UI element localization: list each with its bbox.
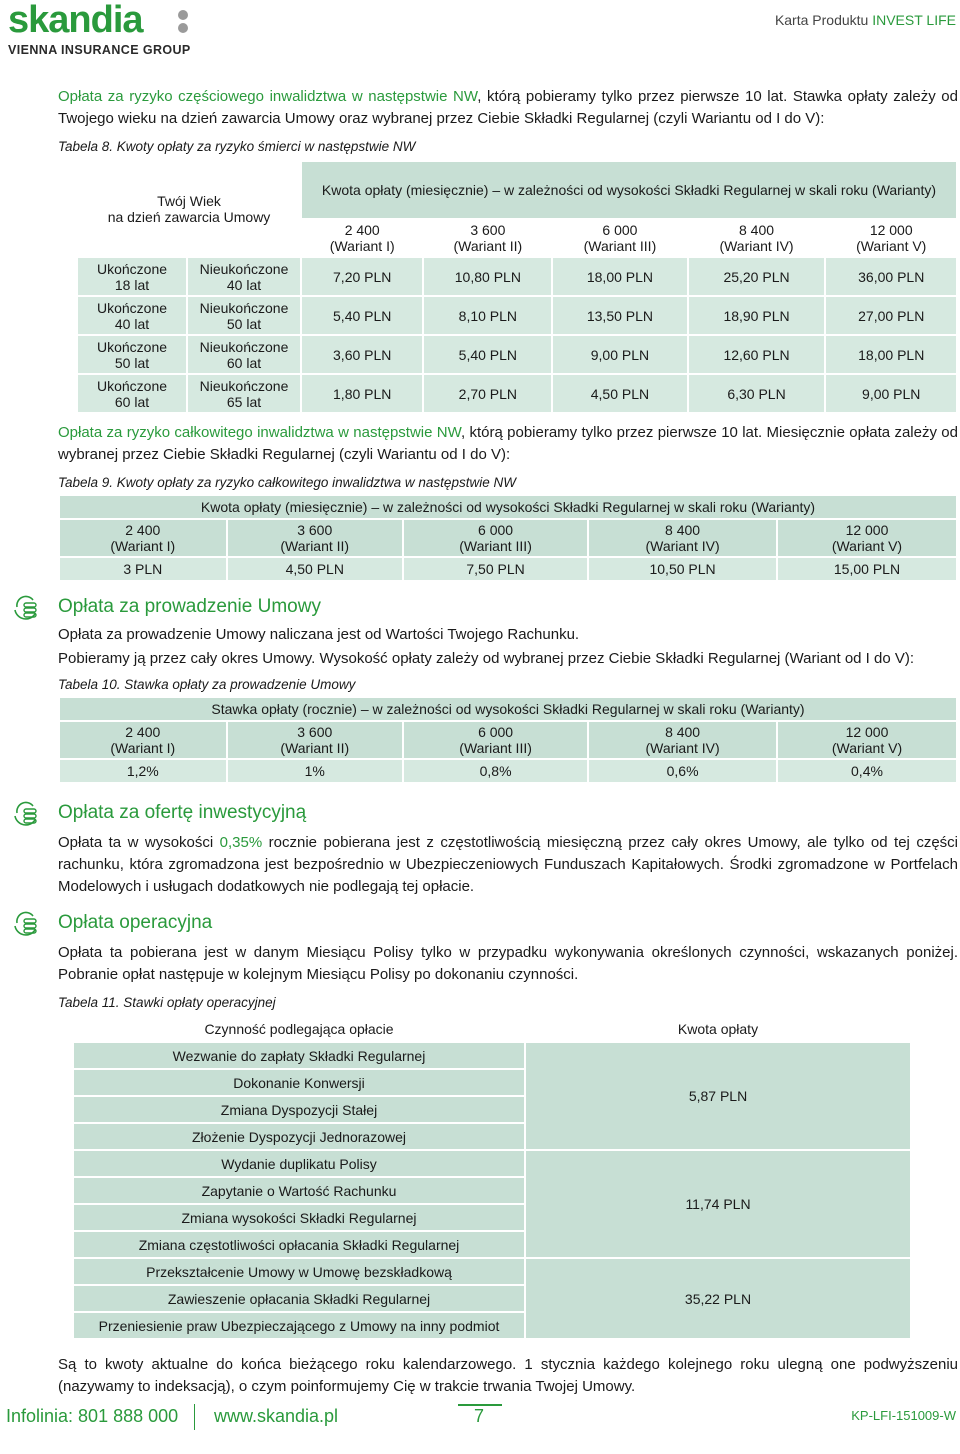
- coins-icon: [12, 910, 42, 936]
- investment-fee-title: Opłata za ofertę inwestycyjną: [58, 802, 307, 823]
- age-from: [78, 375, 186, 412]
- investment-fee-before: Opłata ta w wysokości: [58, 834, 220, 851]
- variant-header: [553, 220, 686, 256]
- page-header: [0, 0, 960, 62]
- table8-caption: Tabela 8. Kwoty opłaty za ryzyko śmierci w następstwie NW: [58, 139, 416, 154]
- action-cell: Zapytanie o Wartość Rachunku: [74, 1178, 524, 1203]
- age-to: [188, 375, 300, 412]
- action-cell: Dokonanie Konwersji: [74, 1070, 524, 1095]
- amount-header: Kwota opłaty (miesięcznie) – w zależności od wysokości Składki Regularnej w skali roku (Warianty): [302, 162, 956, 218]
- fee-cell: 18,90 PLN: [689, 297, 825, 334]
- variant-label: (Wariant IV): [719, 238, 794, 254]
- fee-cell: 8,10 PLN: [424, 297, 551, 334]
- logo-dots-icon: [176, 8, 190, 34]
- operational-fee-title: Opłata operacyjna: [58, 912, 213, 933]
- operational-fee-heading: [58, 910, 958, 936]
- age-to: [188, 297, 300, 334]
- admin-fee-p2: Pobieramy ją przez cały okres Umowy. Wysokość opłaty zależy od wybranej przez Ciebie Składki Regularnej (Wariant od I do V):: [58, 650, 915, 667]
- age-to-label: Nieukończone: [199, 377, 289, 394]
- age-to-value: 50 lat: [226, 315, 262, 332]
- admin-fee-heading: [58, 594, 958, 620]
- age-from: [78, 297, 186, 334]
- fee-cell: 18,00 PLN: [826, 336, 956, 373]
- admin-fee-p1: Opłata za prowadzenie Umowy naliczana jest od Wartości Twojego Rachunku.: [58, 626, 580, 643]
- table-row: [74, 1043, 910, 1068]
- variant-header: [589, 722, 776, 758]
- age-from: [78, 336, 186, 373]
- age-to: [188, 258, 300, 295]
- age-header-line1: Twój Wiek: [157, 193, 221, 209]
- variant-header: [826, 220, 956, 256]
- fee-cell: 3 PLN: [60, 558, 226, 580]
- variant-header: [589, 520, 776, 556]
- investment-fee-rate: 0,35%: [219, 834, 263, 851]
- fee-cell: 4,50 PLN: [228, 558, 402, 580]
- age-from-value: 40 lat: [114, 315, 150, 332]
- action-cell: Zmiana częstotliwości opłacania Składki Regularnej: [74, 1232, 524, 1257]
- variant-header: [404, 520, 587, 556]
- fee-cell: 0,8%: [404, 760, 587, 782]
- variant-label: (Wariant V): [831, 538, 903, 554]
- variant-label: (Wariant I): [110, 740, 176, 756]
- age-from-label: Ukończone: [96, 299, 168, 316]
- fee-cell: 12,60 PLN: [689, 336, 825, 373]
- fee-cell: 15,00 PLN: [778, 558, 956, 580]
- age-from-value: 50 lat: [114, 354, 150, 371]
- fee-cell: 18,00 PLN: [553, 258, 686, 295]
- fee-cell: 0,6%: [589, 760, 776, 782]
- coins-icon: [12, 594, 42, 620]
- variant-amount: 3 600: [297, 522, 333, 538]
- partial-disability-intro: [58, 86, 958, 130]
- variant-amount: 6 000: [478, 724, 514, 740]
- fee-cell: 36,00 PLN: [826, 258, 956, 295]
- fee-cell: 1,80 PLN: [302, 375, 422, 412]
- variant-amount: 3 600: [297, 724, 333, 740]
- variant-amount: 6 000: [478, 522, 514, 538]
- age-to-label: Nieukończone: [199, 260, 289, 277]
- age-to-label: Nieukończone: [199, 338, 289, 355]
- variant-label: (Wariant III): [583, 238, 657, 254]
- fee-cell: 1%: [228, 760, 402, 782]
- fee-cell: 9,00 PLN: [553, 336, 686, 373]
- age-header: [78, 162, 300, 256]
- variant-label: (Wariant II): [453, 238, 523, 254]
- variant-header: [302, 220, 422, 256]
- action-cell: Wezwanie do zapłaty Składki Regularnej: [74, 1043, 524, 1068]
- table9-caption: Tabela 9. Kwoty opłaty za ryzyko całkowitego inwalidztwa w następstwie NW: [58, 475, 516, 490]
- product-title: [775, 12, 956, 28]
- fee-cell: 2,70 PLN: [424, 375, 551, 412]
- investment-fee-after: rocznie pobierana jest z częstotliwością miesięczną przez cały okres Umowy, ale tylko od tej części rachunku, która zgromadzona jest bezpośrednio w Ubezpieczeniowych Funduszach Kapitałowych. Środki zgromadzone w Portfelach Modelowych i usługach dodatkowych nie podlegają tej opłacie.: [58, 834, 958, 895]
- variant-label: (Wariant IV): [645, 740, 720, 756]
- age-from-value: 60 lat: [114, 393, 150, 410]
- variant-header: [228, 520, 402, 556]
- age-to: [188, 336, 300, 373]
- variant-label: (Wariant I): [110, 538, 176, 554]
- table11-caption: Tabela 11. Stawki opłaty operacyjnej: [58, 995, 276, 1010]
- variant-amount: 3 600: [470, 222, 506, 238]
- variant-header: [60, 722, 226, 758]
- investment-fee-text: [58, 832, 958, 898]
- page-footer: [0, 1400, 960, 1440]
- fee-cell: 3,60 PLN: [302, 336, 422, 373]
- fee-cell: 5,40 PLN: [424, 336, 551, 373]
- table-row: [78, 375, 956, 412]
- action-cell: Zmiana wysokości Składki Regularnej: [74, 1205, 524, 1230]
- fee-cell: 27,00 PLN: [826, 297, 956, 334]
- fee-cell: 13,50 PLN: [553, 297, 686, 334]
- variant-amount: 8 400: [665, 724, 701, 740]
- table8: [76, 160, 958, 414]
- table10-caption: Tabela 10. Stawka opłaty za prowadzenie Umowy: [58, 677, 356, 692]
- action-cell: Zawieszenie opłacania Składki Regularnej: [74, 1286, 524, 1311]
- table11-col-amount: Kwota opłaty: [526, 1016, 910, 1041]
- variant-header: [404, 722, 587, 758]
- variant-amount: 6 000: [602, 222, 638, 238]
- variant-label: (Wariant II): [280, 538, 350, 554]
- investment-fee-heading: [58, 800, 958, 826]
- amount-cell: 11,74 PLN: [526, 1151, 910, 1257]
- page-content: [58, 86, 958, 1398]
- age-to-label: Nieukończone: [199, 299, 289, 316]
- amount-cell: 35,22 PLN: [526, 1259, 910, 1338]
- fee-cell: 0,4%: [778, 760, 956, 782]
- table-row: [74, 1151, 910, 1176]
- action-cell: Zmiana Dyspozycji Stałej: [74, 1097, 524, 1122]
- admin-fee-title: Opłata za prowadzenie Umowy: [58, 596, 321, 617]
- fee-cell: 7,20 PLN: [302, 258, 422, 295]
- fee-cell: 4,50 PLN: [553, 375, 686, 412]
- total-disability-title: Opłata za ryzyko całkowitego inwalidztwa w następstwie NW: [58, 424, 461, 441]
- age-header-line2: na dzień zawarcia Umowy: [107, 209, 271, 225]
- product-title-name: INVEST LIFE: [872, 12, 956, 28]
- variant-header: [778, 722, 956, 758]
- variant-label: (Wariant III): [459, 538, 532, 554]
- age-to-value: 40 lat: [226, 276, 262, 293]
- variant-label: (Wariant III): [459, 740, 532, 756]
- website-link[interactable]: www.skandia.pl: [214, 1406, 339, 1426]
- variant-label: (Wariant V): [856, 238, 927, 254]
- footer-separator: [194, 1404, 195, 1430]
- age-from-label: Ukończone: [96, 338, 168, 355]
- action-cell: Złożenie Dyspozycji Jednorazowej: [74, 1124, 524, 1149]
- skandia-logo: [8, 0, 143, 40]
- variant-amount: 2 400: [344, 222, 380, 238]
- table-row: [78, 336, 956, 373]
- age-to-value: 65 lat: [226, 393, 262, 410]
- fee-cell: 9,00 PLN: [826, 375, 956, 412]
- variant-amount: 8 400: [739, 222, 775, 238]
- fee-cell: 1,2%: [60, 760, 226, 782]
- amount-cell: 5,87 PLN: [526, 1043, 910, 1149]
- fee-cell: 10,50 PLN: [589, 558, 776, 580]
- table-row: [74, 1259, 910, 1284]
- age-to-value: 60 lat: [226, 354, 262, 371]
- age-from-value: 18 lat: [114, 276, 150, 293]
- variant-amount: 2 400: [125, 522, 161, 538]
- action-cell: Przeniesienie praw Ubezpieczającego z Umowy na inny podmiot: [74, 1313, 524, 1338]
- operational-fee-p1: Opłata ta pobierana jest w danym Miesiącu Polisy tylko w przypadku wykonywania określonych czynności, wskazanych poniżej. Pobranie opłat następuje w kolejnym Miesiącu Polisy po dokonaniu czynności.: [58, 944, 958, 983]
- table-row: [78, 258, 956, 295]
- product-title-prefix: Karta Produktu: [774, 12, 869, 28]
- fee-cell: 5,40 PLN: [302, 297, 422, 334]
- variant-amount: 12 000: [869, 222, 913, 238]
- variant-header: [689, 220, 825, 256]
- variant-amount: 12 000: [845, 724, 889, 740]
- total-disability-intro: [58, 422, 958, 466]
- table9-header: Kwota opłaty (miesięcznie) – w zależności od wysokości Składki Regularnej w skali roku (Warianty): [60, 496, 956, 518]
- variant-header: [778, 520, 956, 556]
- fee-cell: 6,30 PLN: [689, 375, 825, 412]
- table11: [72, 1014, 912, 1340]
- age-from-label: Ukończone: [96, 377, 168, 394]
- age-from-label: Ukończone: [96, 260, 168, 277]
- action-cell: Przekształcenie Umowy w Umowę bezskładkową: [74, 1259, 524, 1284]
- table10-header: Stawka opłaty (rocznie) – w zależności od wysokości Składki Regularnej w skali roku (Warianty): [60, 698, 956, 720]
- age-from: [78, 258, 186, 295]
- fee-cell: 7,50 PLN: [404, 558, 587, 580]
- variant-label: (Wariant IV): [645, 538, 720, 554]
- fee-cell: 10,80 PLN: [424, 258, 551, 295]
- total-disability-text: , którą pobieramy tylko przez pierwsze 10 lat. Miesięcznie opłata zależy od wybranej przez Ciebie Składki Regularnej (czyli Wariantu od I do V):: [58, 424, 958, 463]
- variant-amount: 12 000: [845, 522, 889, 538]
- variant-header: [424, 220, 551, 256]
- page-number: 7: [474, 1406, 485, 1426]
- variant-label: (Wariant I): [329, 238, 395, 254]
- document-code: KP-LFI-151009-W: [851, 1408, 956, 1423]
- variant-amount: 8 400: [665, 522, 701, 538]
- variant-header: [228, 722, 402, 758]
- action-cell: Wydanie duplikatu Polisy: [74, 1151, 524, 1176]
- table11-col-action: Czynność podlegająca opłacie: [74, 1016, 524, 1041]
- variant-label: (Wariant V): [831, 740, 903, 756]
- table9: [58, 494, 958, 582]
- logo-subtitle: VIENNA INSURANCE GROUP: [8, 43, 191, 57]
- table-row: [78, 297, 956, 334]
- logo-wordmark: skandia: [8, 0, 143, 41]
- partial-disability-title: Opłata za ryzyko częściowego inwalidztwa w następstwie NW: [58, 88, 478, 105]
- infoline: Infolinia: 801 888 000: [6, 1406, 179, 1426]
- fee-cell: 25,20 PLN: [689, 258, 825, 295]
- variant-header: [60, 520, 226, 556]
- variant-amount: 2 400: [125, 724, 161, 740]
- closing-note: Są to kwoty aktualne do końca bieżącego roku kalendarzowego. 1 stycznia każdego kolejnego roku ulegną one podwyższeniu (nazywamy to indeksacją), o czym poinformujemy Cię w trakcie trwania Twojej Umowy.: [58, 1356, 958, 1395]
- variant-label: (Wariant II): [280, 740, 350, 756]
- coins-icon: [12, 800, 42, 826]
- table10: [58, 696, 958, 784]
- partial-disability-text: , którą pobieramy tylko przez pierwsze 10 lat. Stawka opłaty zależy od Twojego wieku na dzień zawarcia Umowy oraz wybranej przez Ciebie Składki Regularnej (czyli Wariantu od I do V):: [58, 88, 958, 127]
